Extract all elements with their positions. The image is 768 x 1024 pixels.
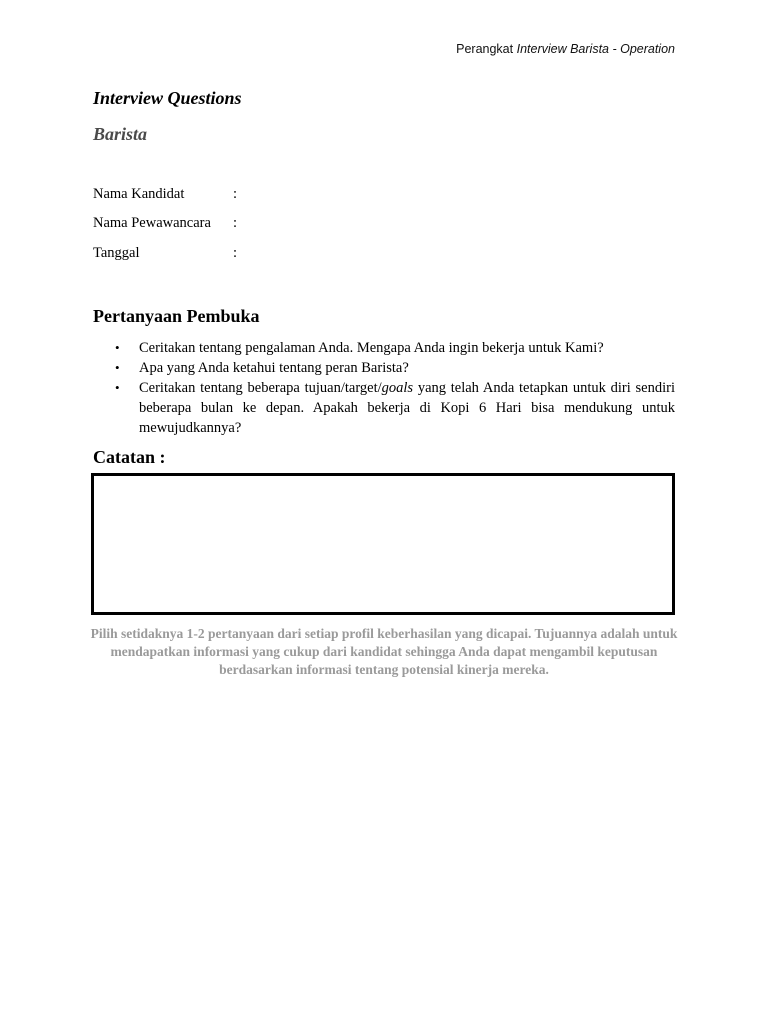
document-title: Interview Questions (93, 88, 242, 108)
header-prefix: Perangkat (456, 42, 514, 56)
question-text-italic: goals (381, 380, 414, 396)
field-label: Nama Pewawancara (93, 215, 211, 231)
question-text-part: Ceritakan tentang beberapa tujuan/target/ (139, 380, 382, 396)
field-label: Nama Kandidat (93, 186, 185, 202)
opening-questions-list (93, 338, 675, 438)
bullet-icon: • (115, 360, 120, 375)
field-interviewer-name (93, 215, 237, 232)
question-text-part: yang telah Anda tetapkan untuk diri sendiri beberapa bulan ke depan. Apakah bekerja di Kopi 6 Hari bisa mendukung untuk mewujudkannya? (139, 380, 675, 436)
field-separator: : (233, 186, 238, 202)
header-document-name: Interview Barista - Operation (516, 42, 675, 56)
bullet-icon: • (115, 340, 120, 355)
bullet-icon: • (115, 380, 120, 395)
question-text: Ceritakan tentang pengalaman Anda. Mengapa Anda ingin bekerja untuk Kami? (139, 340, 604, 356)
notes-box[interactable] (91, 473, 675, 615)
field-label: Tanggal (93, 245, 140, 261)
field-separator: : (233, 215, 238, 231)
list-item (93, 378, 675, 438)
instructions-text: Pilih setidaknya 1-2 pertanyaan dari setiap profil keberhasilan yang dicapai. Tujuannya adalah untuk mendapatkan informasi yang cukup dari kandidat sehingga Anda dapat mengambil keputusan berdasarkan informasi tentang potensial kinerja mereka. (90, 626, 678, 677)
question-text: Apa yang Anda ketahui tentang peran Barista? (139, 360, 409, 376)
question-text (139, 380, 675, 436)
document-subtitle: Barista (93, 124, 148, 144)
list-item (93, 358, 675, 378)
field-candidate-name (93, 186, 237, 203)
notes-title: Catatan : (93, 447, 166, 467)
field-separator: : (233, 245, 238, 261)
field-date (93, 245, 237, 262)
page-header (456, 42, 675, 56)
opening-questions-title: Pertanyaan Pembuka (93, 306, 260, 326)
list-item (93, 338, 675, 358)
